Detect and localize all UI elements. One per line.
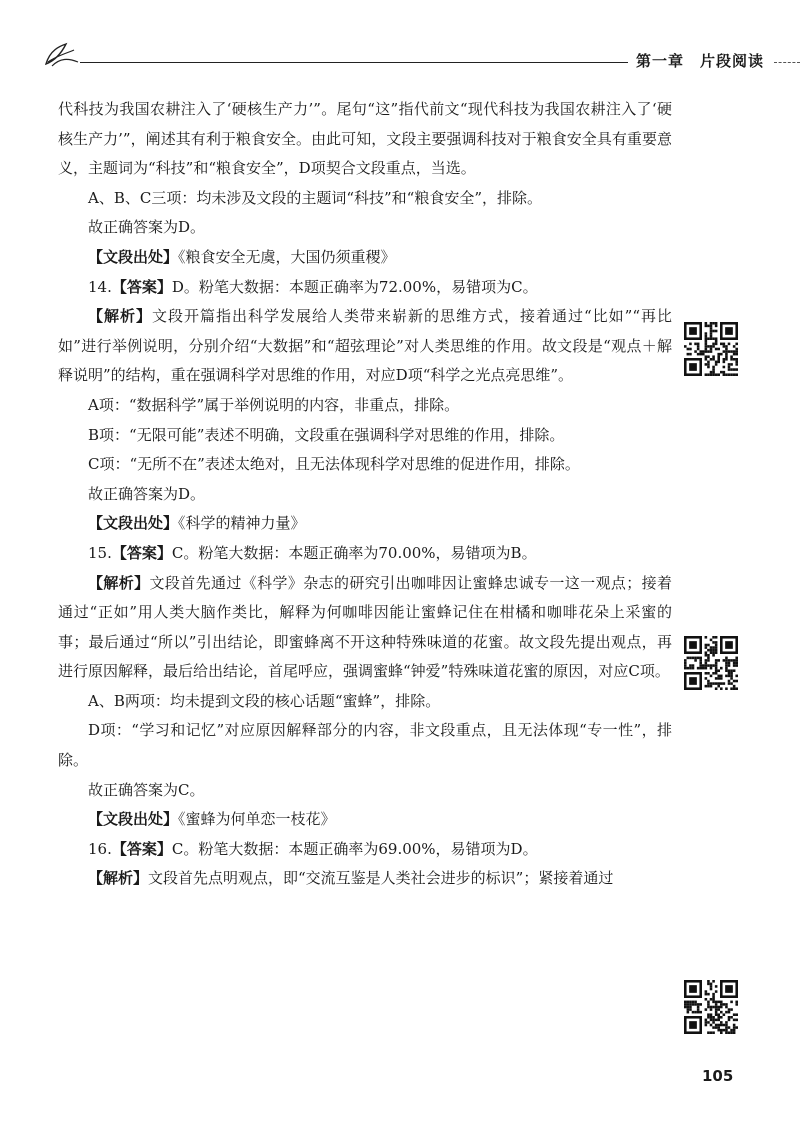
source-line: 【文段出处】《粮食安全无虞，大国仍须重稷》 (88, 247, 396, 266)
analysis-paragraph: 【解析】文段首先点明观点，即“交流互鉴是人类社会进步的标识”；紧接着通过 (88, 869, 614, 888)
paragraph: C项：“无所不在”表述太绝对，且无法体现科学对思维的促进作用，排除。 (88, 455, 580, 474)
paragraph: 代科技为我国农耕注入了‘硬核生产力’”。尾句“这”指代前文“现代科技为我国农耕注入了‘硬核生产力’”，阐述其有利于粮食安全。由此可知，文段主要强调科技对于粮食安全具有重要意义，主题词为“科技”和“粮食安全”，D项契合文段重点，当选。 (58, 100, 672, 178)
paragraph: A项：“数据科学”属于举例说明的内容，非重点，排除。 (88, 395, 460, 414)
qr-code-icon[interactable] (684, 322, 738, 376)
answer-line: 15.【答案】C。粉笔大数据：本题正确率为70.00%，易错项为B。 (88, 543, 537, 562)
source-line: 【文段出处】《科学的精神力量》 (88, 514, 306, 533)
paragraph: A、B、C三项：均未涉及文段的主题词“科技”和“粮食安全”，排除。 (88, 188, 543, 207)
page-number: 105 (702, 1067, 734, 1085)
paragraph: D项：“学习和记忆”对应原因解释部分的内容，非文段重点，且无法体现“专一性”，排除。 (58, 721, 672, 770)
qr-code-icon[interactable] (684, 980, 738, 1034)
paragraph: 故正确答案为D。 (88, 484, 206, 503)
source-line: 【文段出处】《蜜蜂为何单恋一枝花》 (88, 810, 336, 829)
answer-line: 14.【答案】D。粉笔大数据：本题正确率为72.00%，易错项为C。 (88, 277, 538, 296)
answer-line: 16.【答案】C。粉笔大数据：本题正确率为69.00%，易错项为D。 (88, 839, 538, 858)
chapter-title: 第一章 片段阅读 (636, 52, 765, 70)
paragraph: B项：“无限可能”表述不明确，文段重在强调科学对思维的作用，排除。 (88, 425, 565, 444)
page-header (40, 38, 765, 72)
analysis-paragraph: 【解析】文段首先通过《科学》杂志的研究引出咖啡因让蜜蜂忠诚专一这一观点；接着通过“正如”用人类大脑作类比，解释为何咖啡因能让蜜蜂记住在柑橘和咖啡花朵上采蜜的事；最后通过“所以”引出结论，即蜜蜂离不开这种特殊味道的花蜜。故文段先提出观点，再进行原因解释，最后给出结论，首尾呼应，强调蜜蜂“钟爱”特殊味道花蜜的原因，对应C项。 (58, 573, 672, 681)
header-dotted-rule (774, 62, 800, 63)
answer-text (58, 95, 672, 894)
analysis-paragraph: 【解析】文段开篇指出科学发展给人类带来崭新的思维方式，接着通过“比如”“再比如”进行举例说明，分别介绍“大数据”和“超弦理论”对人类思维的作用。故文段是“观点＋解释说明”的结构，重在强调科学对思维的作用，对应D项“科学之光点亮思维”。 (58, 307, 672, 385)
leaf-logo-icon (40, 38, 80, 70)
paragraph: 故正确答案为D。 (88, 218, 206, 237)
paragraph: 故正确答案为C。 (88, 780, 205, 799)
qr-code-icon[interactable] (684, 636, 738, 690)
header-rule (80, 62, 628, 63)
paragraph: A、B两项：均未提到文段的核心话题“蜜蜂”，排除。 (88, 691, 441, 710)
